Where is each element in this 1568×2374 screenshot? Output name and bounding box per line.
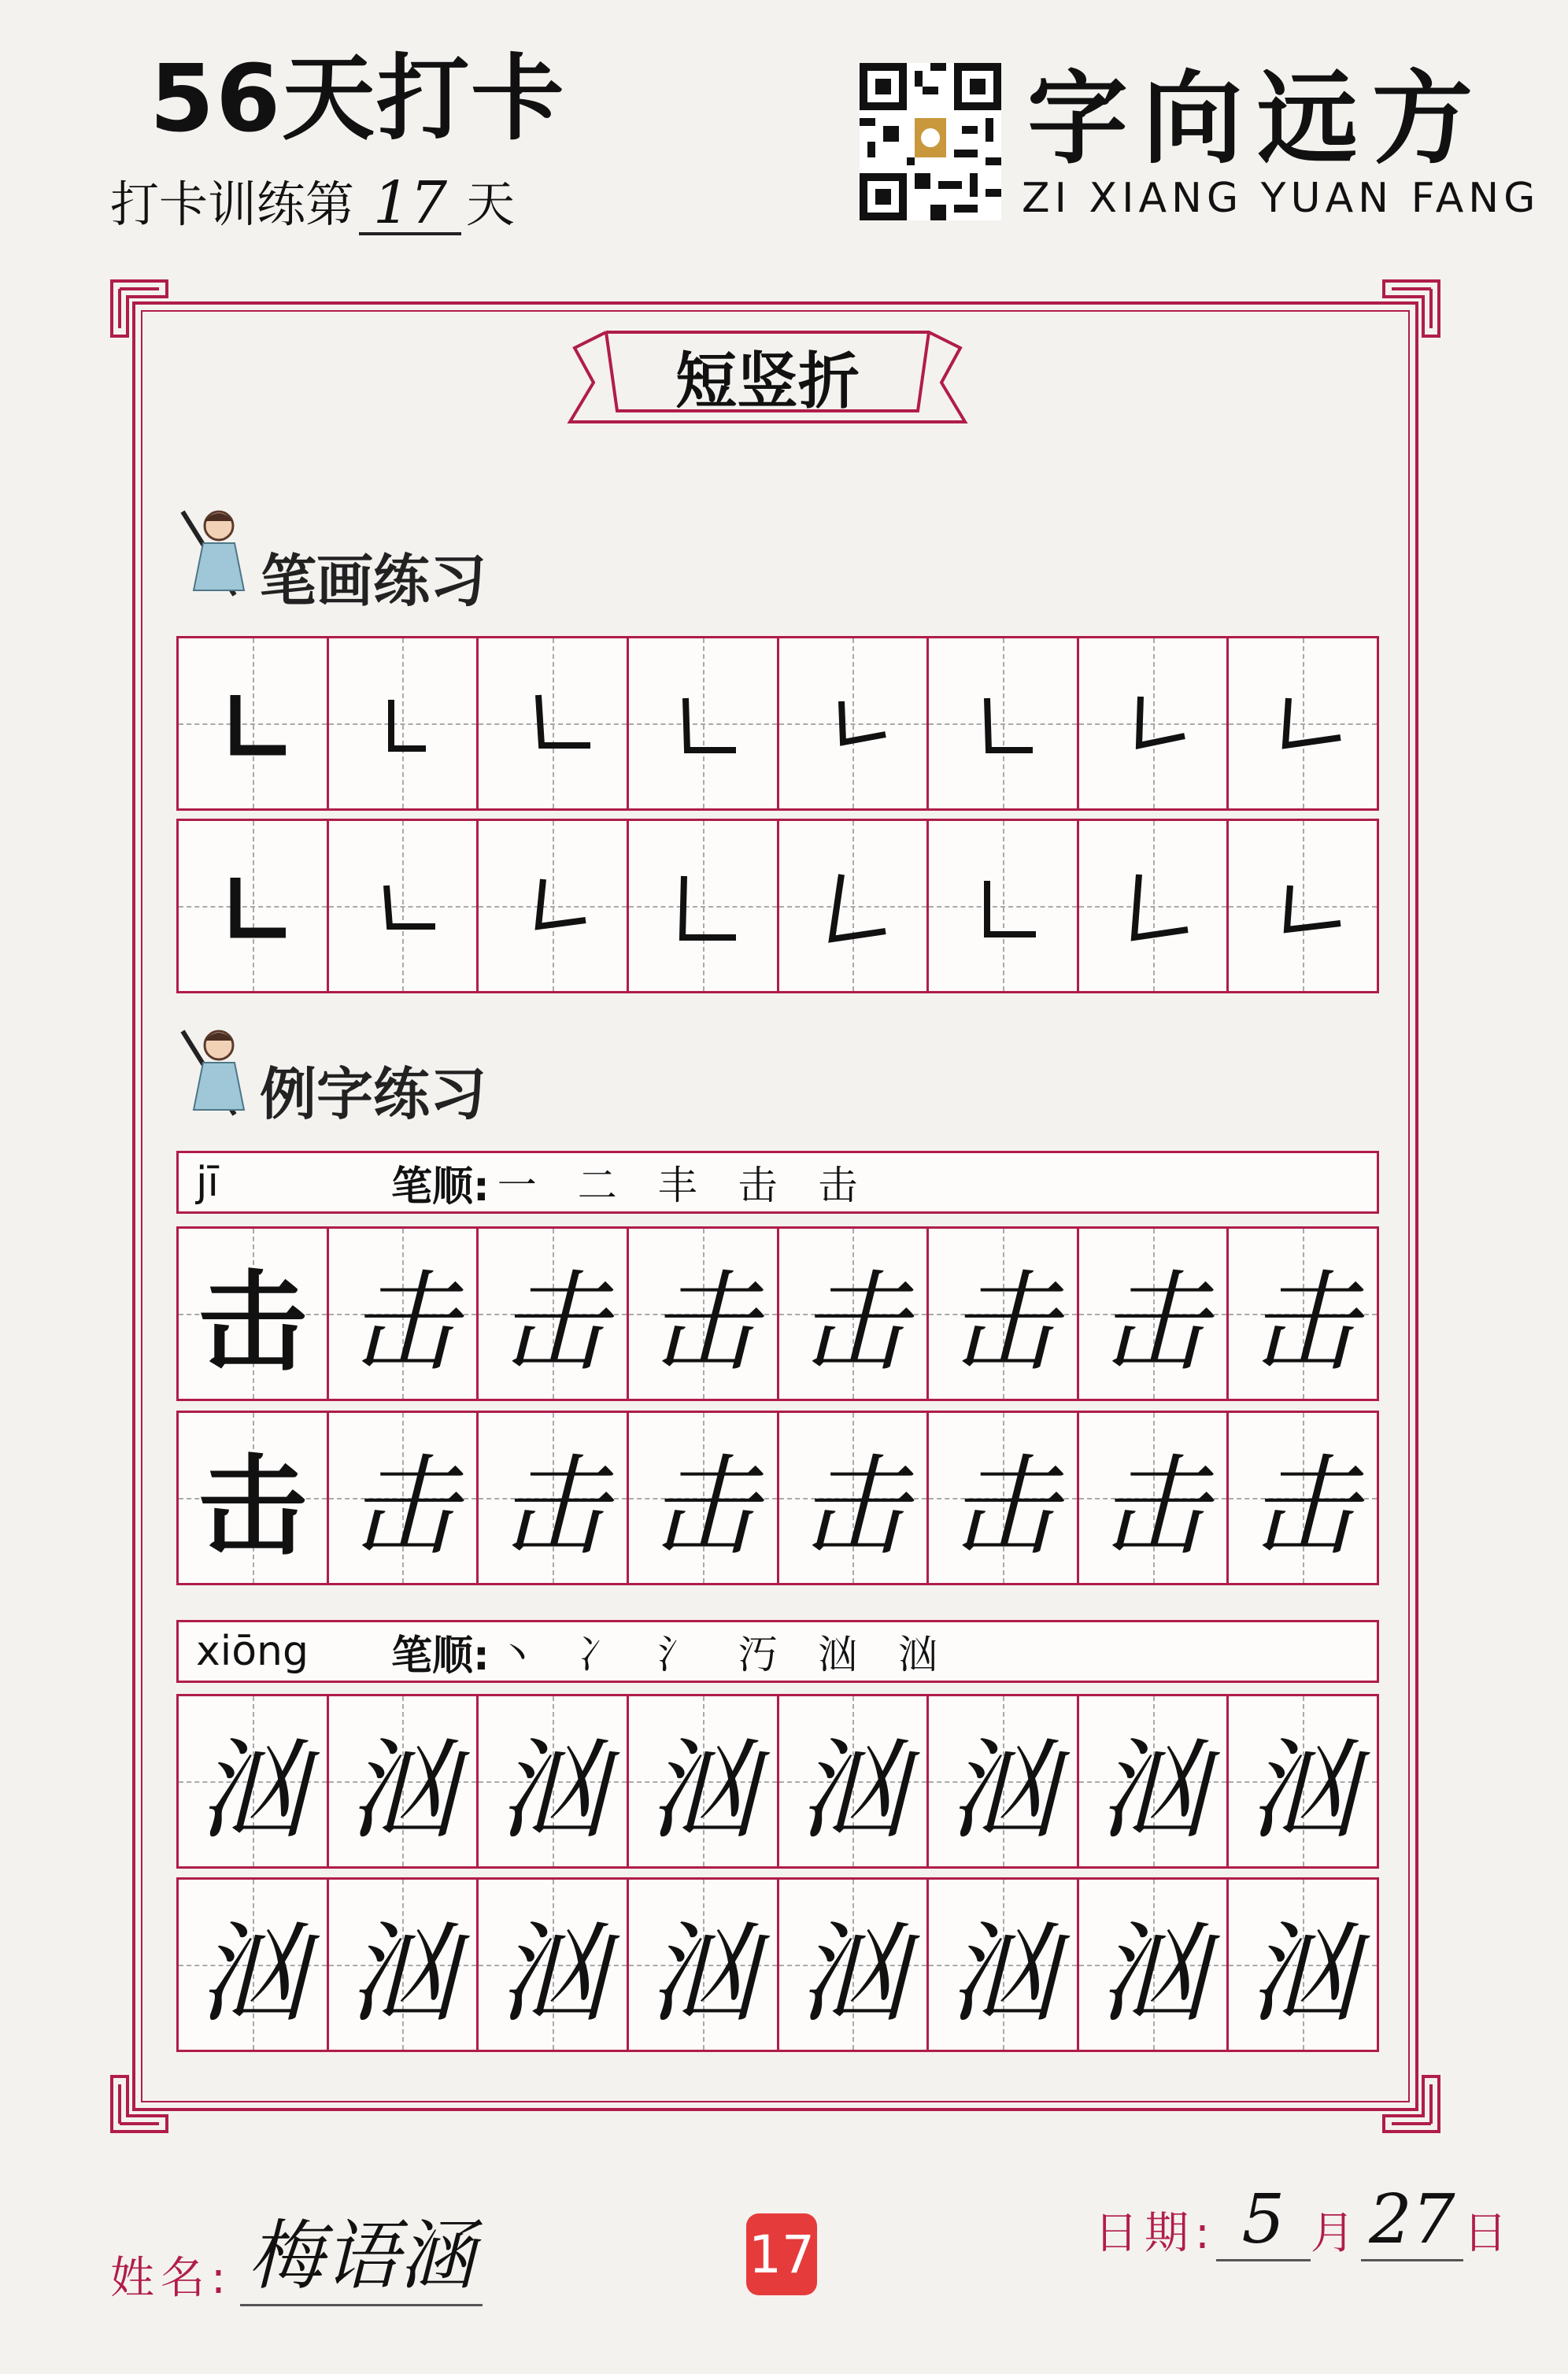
grid-cell[interactable] (1226, 1877, 1379, 2052)
stroke-glyph-icon (198, 851, 308, 961)
month-unit: 月 (1310, 2208, 1361, 2259)
practice-character: 汹 (1098, 1727, 1207, 1854)
grid-cell[interactable] (1226, 819, 1379, 993)
grid-cell[interactable] (176, 819, 329, 993)
grid-cell[interactable] (176, 1694, 329, 1869)
stroke-glyph-icon (1248, 668, 1358, 778)
month-value: 5 (1216, 2180, 1311, 2261)
brand-name: 字向远方 (1027, 60, 1488, 178)
practice-character: 汹 (198, 1910, 307, 2037)
grid-cell[interactable] (327, 636, 479, 811)
pinyin-label: jī (196, 1159, 219, 1206)
stroke-glyph-icon (1098, 668, 1208, 778)
grid-cell[interactable] (926, 1694, 1079, 1869)
grid-cell[interactable] (1226, 1411, 1379, 1585)
section-title-example-practice: 例字练习 (260, 1061, 487, 1127)
char-grid-row-ji-2 (176, 1411, 1379, 1585)
grid-cell[interactable] (327, 819, 479, 993)
grid-cell[interactable] (176, 1411, 329, 1585)
grid-cell[interactable] (777, 1226, 930, 1401)
stroke-glyph-icon (497, 851, 608, 961)
grid-cell[interactable] (476, 1226, 629, 1401)
stroke-glyph-icon (648, 668, 758, 778)
name-value: 梅语涵 (240, 2196, 483, 2306)
stroke-order-label: 笔顺: (391, 1163, 490, 1211)
stroke-glyph-icon (948, 851, 1058, 961)
practice-character: 汹 (648, 1727, 757, 1854)
grid-cell[interactable] (476, 1694, 629, 1869)
grid-cell[interactable] (926, 636, 1079, 811)
grid-cell[interactable] (1226, 1226, 1379, 1401)
grid-cell[interactable] (926, 819, 1079, 993)
grid-cell[interactable] (1077, 1226, 1230, 1401)
stroke-glyph-icon (347, 668, 457, 778)
grid-cell[interactable] (176, 1877, 329, 2052)
practice-character: 击 (1098, 1259, 1207, 1386)
grid-cell[interactable] (627, 1411, 779, 1585)
stroke-grid-row-1 (176, 636, 1379, 811)
day-number: 17 (359, 174, 461, 235)
grid-cell[interactable] (1226, 636, 1379, 811)
grid-cell[interactable] (777, 636, 930, 811)
day-value: 27 (1361, 2180, 1463, 2261)
day-prefix: 打卡训练第 (110, 176, 355, 233)
practice-character: 击 (648, 1259, 757, 1386)
practice-character: 汹 (798, 1910, 908, 2037)
stroke-glyph-icon (948, 668, 1058, 778)
grid-cell[interactable] (777, 819, 930, 993)
grid-cell[interactable] (1077, 1694, 1230, 1869)
grid-cell[interactable] (1077, 819, 1230, 993)
practice-character: 汹 (1098, 1910, 1207, 2037)
practice-character: 击 (1098, 1444, 1207, 1570)
qr-code-icon (860, 63, 1001, 220)
grid-cell[interactable] (777, 1411, 930, 1585)
practice-character: 汹 (1248, 1727, 1358, 1854)
practice-character: 汹 (1248, 1910, 1358, 2037)
date-label: 日期: (1094, 2208, 1216, 2259)
practice-character: 汹 (498, 1910, 608, 2037)
practice-character: 汹 (798, 1727, 908, 1854)
practice-character: 汹 (948, 1910, 1057, 2037)
grid-cell[interactable] (1077, 636, 1230, 811)
stroke-glyph-icon (648, 851, 758, 961)
girl-with-brush-icon (179, 1023, 250, 1118)
practice-character: 击 (498, 1259, 608, 1386)
grid-cell[interactable] (327, 1694, 479, 1869)
grid-cell[interactable] (627, 1877, 779, 2052)
model-character: 击 (198, 1442, 307, 1570)
practice-character: 击 (798, 1259, 908, 1386)
date-field[interactable] (1094, 2180, 1514, 2261)
day-unit: 日 (1463, 2208, 1514, 2259)
stroke-order-label: 笔顺: (391, 1632, 490, 1680)
practice-character: 击 (798, 1444, 908, 1570)
grid-cell[interactable] (176, 1226, 329, 1401)
practice-character: 击 (948, 1444, 1057, 1570)
grid-cell[interactable] (627, 1694, 779, 1869)
grid-cell[interactable] (176, 636, 329, 811)
section-title-stroke-practice: 笔画练习 (260, 548, 487, 614)
practice-character: 汹 (198, 1727, 307, 1854)
practice-character: 击 (948, 1259, 1057, 1386)
stroke-order-sequence: 一 二 丰 击 击 (497, 1163, 872, 1208)
char-grid-row-xiong-2 (176, 1877, 1379, 2052)
day-counter (110, 165, 515, 235)
name-field[interactable] (110, 2196, 483, 2306)
name-label: 姓名: (110, 2253, 232, 2304)
stroke-glyph-icon (1248, 851, 1358, 961)
stroke-glyph-icon (797, 851, 908, 961)
brand-pinyin: ZI XIANG YUAN FANG (1022, 175, 1540, 222)
grid-cell[interactable] (476, 1877, 629, 2052)
char-grid-row-ji-1 (176, 1226, 1379, 1401)
stroke-order-sequence: 丶 冫 氵 汅 汹 汹 (497, 1632, 952, 1677)
practice-character: 击 (498, 1444, 608, 1570)
grid-cell[interactable] (1077, 1411, 1230, 1585)
practice-character: 汹 (948, 1727, 1057, 1854)
day-suffix: 天 (466, 176, 516, 233)
practice-character: 汹 (348, 1727, 457, 1854)
grid-cell[interactable] (777, 1877, 930, 2052)
grid-cell[interactable] (926, 1877, 1079, 2052)
grid-cell[interactable] (476, 636, 629, 811)
stroke-glyph-icon (797, 668, 908, 778)
girl-with-brush-icon (179, 504, 250, 598)
grid-cell[interactable] (1077, 1877, 1230, 2052)
grid-cell[interactable] (627, 819, 779, 993)
practice-character: 汹 (348, 1910, 457, 2037)
practice-character: 汹 (498, 1727, 608, 1854)
grid-cell[interactable] (327, 1226, 479, 1401)
page-number-badge: 17 (746, 2213, 817, 2295)
char-grid-row-xiong-1 (176, 1694, 1379, 1869)
practice-character: 击 (348, 1259, 457, 1386)
grid-cell[interactable] (627, 1226, 779, 1401)
character-info-bar-ji (176, 1151, 1379, 1214)
grid-cell[interactable] (327, 1877, 479, 2052)
practice-character: 击 (348, 1444, 457, 1570)
grid-cell[interactable] (926, 1411, 1079, 1585)
page-title: 56天打卡 (150, 44, 566, 153)
stroke-glyph-icon (198, 668, 308, 778)
grid-cell[interactable] (476, 1411, 629, 1585)
grid-cell[interactable] (777, 1694, 930, 1869)
stroke-glyph-icon (347, 851, 457, 961)
grid-cell[interactable] (327, 1411, 479, 1585)
character-info-bar-xiong (176, 1620, 1379, 1683)
stroke-glyph-icon (497, 668, 608, 778)
grid-cell[interactable] (1226, 1694, 1379, 1869)
model-character: 击 (198, 1258, 307, 1386)
practice-character: 汹 (648, 1910, 757, 2037)
stroke-name-title: 短竖折 (675, 346, 860, 417)
practice-character: 击 (1248, 1444, 1358, 1570)
practice-character: 击 (1248, 1259, 1358, 1386)
practice-character: 击 (648, 1444, 757, 1570)
pinyin-label: xiōng (196, 1628, 309, 1675)
grid-cell[interactable] (476, 819, 629, 993)
grid-cell[interactable] (627, 636, 779, 811)
grid-cell[interactable] (926, 1226, 1079, 1401)
stroke-grid-row-2 (176, 819, 1379, 993)
stroke-glyph-icon (1098, 851, 1208, 961)
